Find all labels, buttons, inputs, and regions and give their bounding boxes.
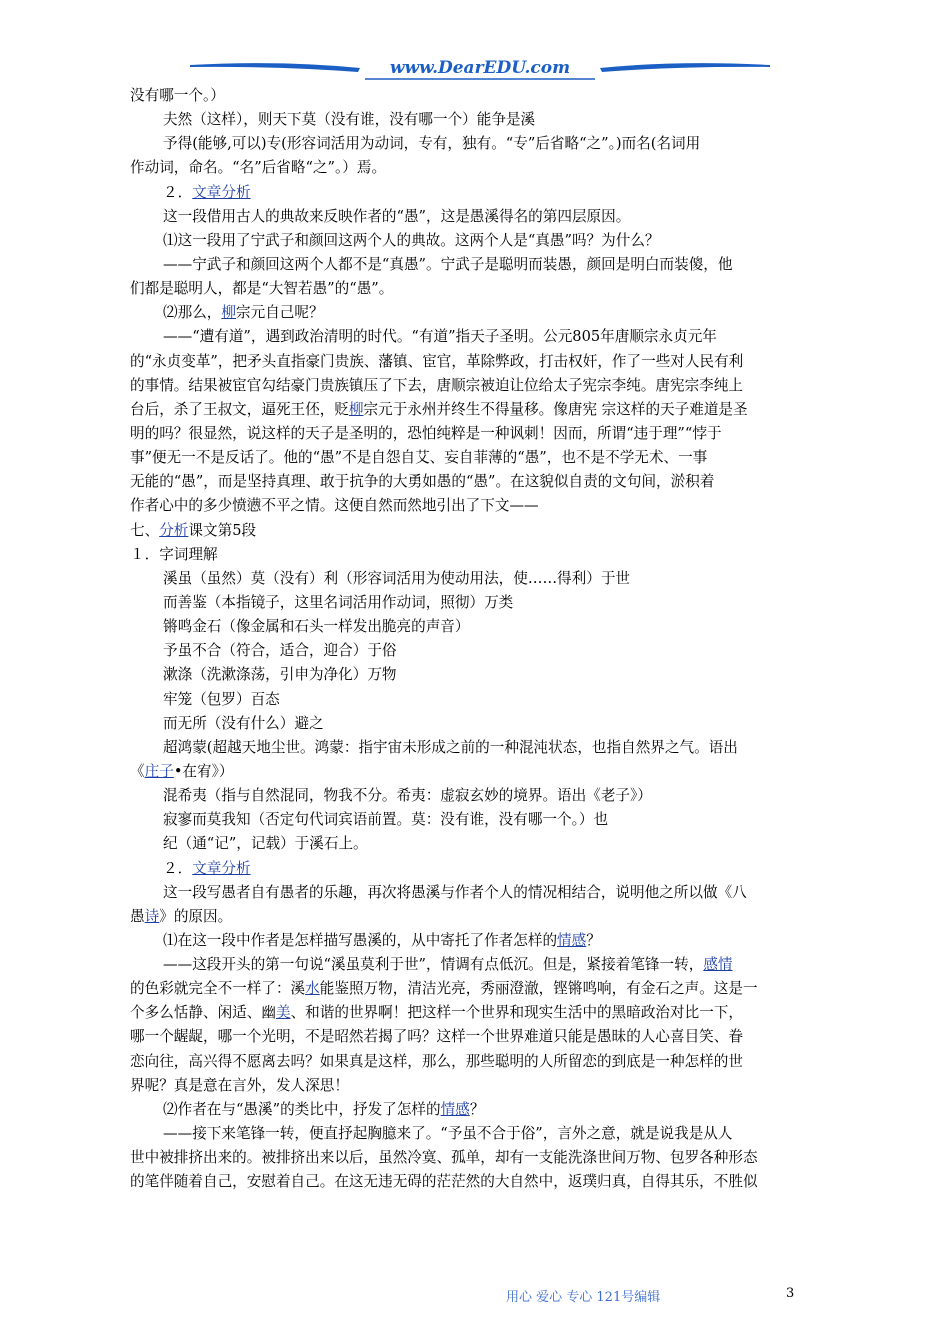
text-line — [130, 398, 820, 422]
text-segment: 、和谐的世界啊！把这样一个世界和现实生活中的黑暗政治对比一下， — [290, 1004, 743, 1022]
vocab-line: 牢笼（包罗）百态 — [163, 690, 280, 708]
text-line: 的笔伴随着自己，安慰着自己。在这无违无碍的茫茫然的大自然中，返璞归真，自得其乐，不胜似 — [130, 1173, 758, 1191]
vocab-line: 予虽不合（符合，适合，迎合）于俗 — [163, 642, 397, 660]
text-line: 这一段借用古人的典故来反映作者的“愚”，这是愚溪得名的第四层原因。 — [163, 207, 631, 225]
text-segment: 愚 — [130, 907, 145, 925]
vocab-line: 超鸿蒙(超越天地尘世。鸿蒙：指宇宙未形成之前的一种混沌状态，也指自然界之气。语出 — [163, 738, 738, 756]
text-line — [130, 1001, 820, 1025]
text-line — [130, 977, 820, 1001]
document-body — [130, 84, 820, 1194]
link-beauty[interactable]: 美 — [275, 1004, 291, 1022]
text-line: 这一段写愚者自有愚者的乐趣，再次将愚溪与作者个人的情况相结合，说明他之所以做《八 — [163, 883, 747, 901]
text-segment: 》的原因。 — [159, 907, 233, 925]
text-line: 予得(能够,可以)专(形容词活用为动词，专有，独有。“专”后省略“之”。)而名(名词用 — [163, 135, 701, 153]
link-liu[interactable]: 柳 — [221, 304, 236, 322]
link-poem[interactable]: 诗 — [144, 907, 160, 925]
text-line: 们都是聪明人，都是“大智若愚”的“愚”。 — [130, 280, 394, 298]
text-segment: 个多么恬静、闲适、幽 — [130, 1004, 276, 1022]
text-segment: ？ — [586, 931, 601, 949]
link-emotion[interactable]: 情感 — [440, 1100, 470, 1118]
footer-note: 用心 爱心 专心 121号编辑 — [506, 1290, 661, 1305]
text-line — [130, 760, 820, 784]
text-line: 界呢？真是意在言外，发人深思！ — [130, 1076, 349, 1094]
question-line — [130, 1098, 820, 1122]
text-segment: 台后，杀了王叔文，逼死王伾，贬 — [130, 400, 349, 418]
text-segment: ⑵作者在与“愚溪”的类比中，抒发了怎样的 — [163, 1100, 441, 1118]
vocab-line: 混希夷（指与自然混同，物我不分。希夷：虚寂玄妙的境界。语出《老子》） — [163, 787, 652, 805]
section-heading — [130, 857, 820, 881]
text-segment: •在宥》） — [173, 762, 234, 780]
heading-number: ２． — [163, 183, 193, 201]
section-heading — [130, 181, 820, 205]
text-line: 恋向往，高兴得不愿离去吗？如果真是这样，那么，那些聪明的人所留恋的到底是一种怎样的世 — [130, 1052, 743, 1070]
link-water[interactable]: 水 — [305, 980, 320, 998]
text-line — [130, 953, 820, 977]
vocab-line: 锵鸣金石（像金属和石头一样发出脆亮的声音） — [163, 618, 470, 636]
text-line: ——宁武子和颜回这两个人都不是“真愚”。宁武子是聪明而装愚，颜回是明白而装傻，他 — [163, 255, 733, 273]
vocab-line: 纪（通“记”，记载）于溪石上。 — [163, 835, 368, 853]
text-line: 作者心中的多少愤懑不平之情。这便自然而然地引出了下文—— — [130, 497, 539, 515]
section-heading — [130, 519, 820, 543]
link-article-analysis[interactable]: 文章分析 — [192, 859, 251, 877]
link-liu[interactable]: 柳 — [348, 400, 364, 418]
text-segment: 宗元自己呢？ — [236, 304, 324, 322]
text-line: 事”便无一不是反话了。他的“愚”不是自怨自艾、妄自菲薄的“愚”，也不是不学无术、一事 — [130, 449, 708, 467]
text-line: ——“遭有道”，遇到政治清明的时代。“有道”指天子圣明。公元805年唐顺宗永贞元年 — [163, 328, 717, 346]
text-line: 夫然（这样），则天下莫（没有谁，没有哪一个）能争是溪 — [163, 111, 536, 129]
vocab-line: 漱涤（洗漱涤荡，引申为净化）万物 — [163, 666, 397, 684]
text-segment: ——这段开头的第一句说“溪虽莫利于世”，情调有点低沉。但是，紧接着笔锋一转， — [163, 956, 704, 974]
vocab-line: 寂寥而莫我知（否定句代词宾语前置。莫：没有谁，没有哪一个。）也 — [163, 811, 609, 829]
text-line: ——接下来笔锋一转，便直抒起胸臆来了。“予虽不合于俗”，言外之意，就是说我是从人 — [163, 1125, 733, 1143]
vocab-line: 溪虽（虽然）莫（没有）利（形容词活用为使动用法，使……得利）于世 — [163, 569, 631, 587]
text-segment: 课文第5段 — [188, 521, 257, 539]
question-line — [130, 301, 820, 325]
text-line: 无能的“愚”，而是坚持真理、敢于抗争的大勇如愚的“愚”。在这貌似自责的文句间，淤积着 — [130, 473, 715, 491]
vocab-line: 而善鉴（本指镜子，这里名词活用作动词，照彻）万类 — [163, 593, 514, 611]
heading-number: 七、 — [130, 521, 160, 539]
link-zhuangzi[interactable]: 庄子 — [144, 762, 174, 780]
text-segment: 《 — [130, 762, 145, 780]
page-number: 3 — [786, 1286, 795, 1301]
text-segment: 的色彩就完全不一样了：溪 — [130, 980, 306, 998]
site-header — [190, 56, 770, 86]
text-segment: 能鉴照万物，清洁光亮，秀丽澄澈，铿锵鸣响，有金石之声。这是一 — [319, 980, 758, 998]
heading-number: ２． — [163, 859, 193, 877]
text-segment: ⑴在这一段中作者是怎样描写愚溪的，从中寄托了作者怎样的 — [163, 931, 558, 949]
text-segment: ？ — [469, 1100, 485, 1118]
text-line: 的“永贞变革”，把矛头直指豪门贵族、藩镇、宦官，革除弊政，打击权奸，作了一些对人民有利 — [130, 352, 744, 370]
link-analysis[interactable]: 分析 — [159, 521, 189, 539]
subsection-heading: １．字词理解 — [130, 545, 218, 563]
text-line — [130, 905, 820, 929]
site-url[interactable]: www.DearEDU.com — [389, 58, 571, 78]
link-article-analysis[interactable]: 文章分析 — [192, 183, 251, 201]
link-feeling[interactable]: 感情 — [703, 956, 733, 974]
question-line — [130, 929, 820, 953]
text-line: 哪一个龌龊，哪一个光明，不是昭然若揭了吗？这样一个世界难道只能是愚昧的人心喜目笑、眷 — [130, 1028, 743, 1046]
text-line: 明的吗？很显然，说这样的天子是圣明的，恐怕纯粹是一种讽刺！因而，所谓“违于理”“悖于 — [130, 424, 722, 442]
text-line: 世中被排挤出来的。被排挤出来以后，虽然冷寞、孤单，却有一支能洗涤世间万物、包罗各种形态 — [130, 1149, 758, 1167]
link-emotion[interactable]: 情感 — [557, 931, 587, 949]
text-line: 没有哪一个。） — [130, 87, 225, 104]
vocab-line: 而无所（没有什么）避之 — [163, 714, 324, 732]
question-line: ⑴这一段用了宁武子和颜回这两个人的典故。这两个人是“真愚”吗？为什么？ — [163, 231, 660, 249]
text-segment: 宗元于永州并终生不得量移。像唐宪 宗这样的天子难道是圣 — [363, 400, 748, 418]
text-line: 作动词，命名。“名”后省略“之”。）焉。 — [130, 159, 387, 177]
text-segment: ⑵那么， — [163, 304, 222, 322]
text-line: 的事情。结果被宦官勾结豪门贵族镇压了下去，唐顺宗被迫让位给太子宪宗李纯。唐宪宗李纯上 — [130, 376, 743, 394]
